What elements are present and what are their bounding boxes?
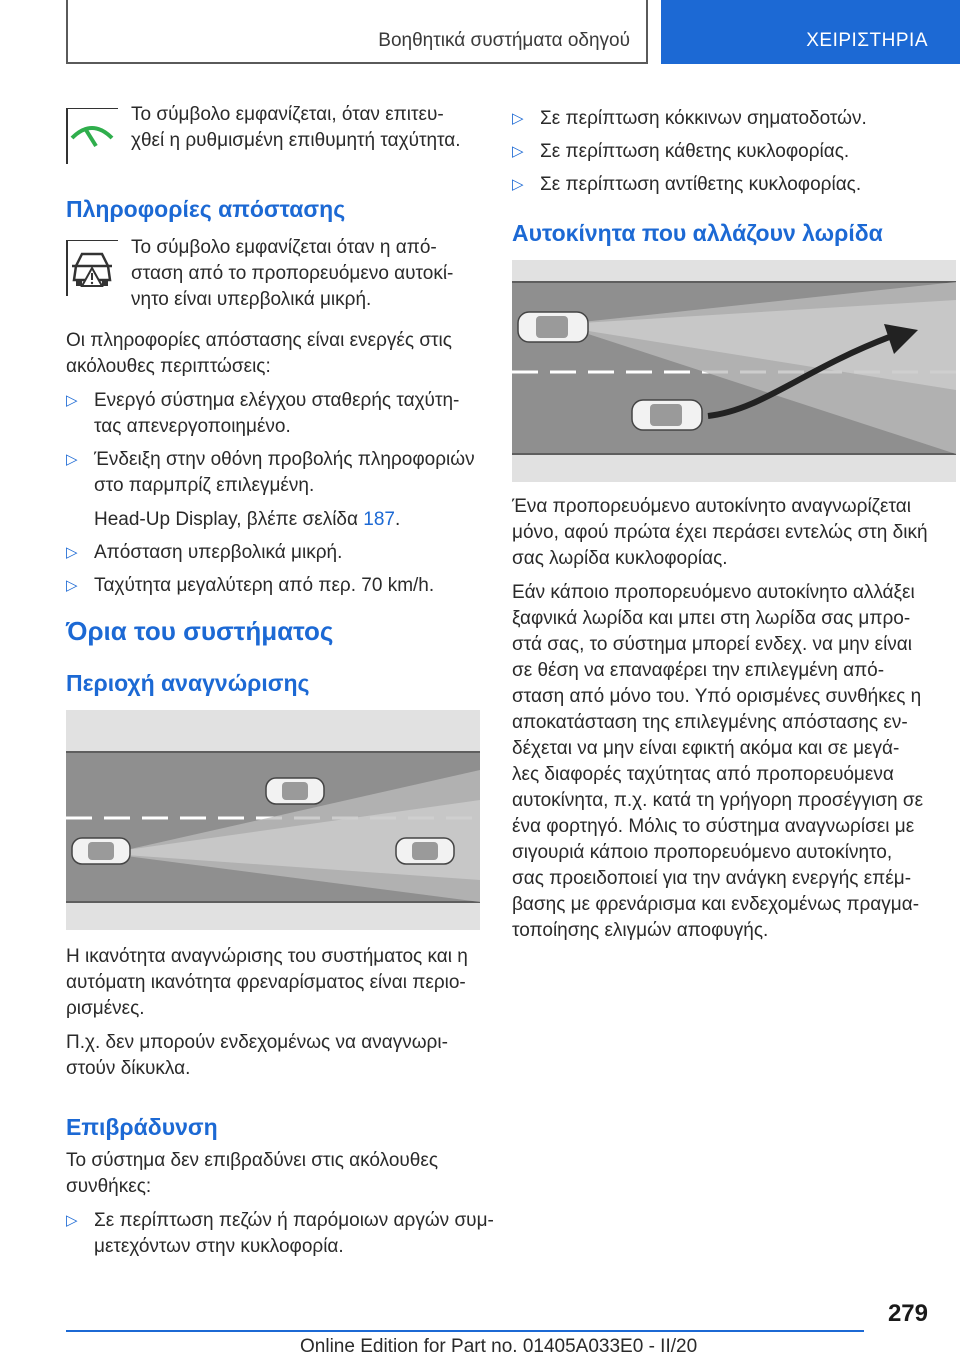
lane-para-1-3: σας λωρίδα κυκλοφορίας. [512,548,728,569]
deceleration-para-1: Το σύστημα δεν επιβραδύνει στις ακόλουθες [66,1150,438,1171]
list-item: ▷ Σε περίπτωση αντίθετης κυκλοφορίας. [512,172,861,198]
speed-reached-icon [66,108,118,164]
triangle-bullet-icon: ▷ [66,544,78,561]
page-number: 279 [887,1300,928,1327]
triangle-bullet-icon: ▷ [66,392,78,409]
page-link[interactable]: 187 [363,509,395,530]
detection-para-2: αυτόματη ικανότητα φρεναρίσματος είναι περιο- [66,972,466,993]
list-item: ▷ Ενεργό σύστημα ελέγχου σταθερής ταχύτη- τας απενεργοποιημένο. [66,390,460,437]
heading-deceleration: Επιβράδυνση [66,1114,218,1140]
lane-para-2-6: αποκατάσταση της επιλεγμένης απόστασης εν- [512,712,908,733]
detection-para-1: Η ικανότητα αναγνώρισης του συστήματος και η [66,946,468,967]
footer-divider [66,1330,864,1332]
heading-system-limits: Όρια του συστήματος [66,616,334,646]
triangle-bullet-icon: ▷ [512,110,524,127]
speed-icon-text-1: Το σύμβολο εμφανίζεται, όταν επιτευ- [131,104,444,125]
lane-para-2-1: Εάν κάποιο προπορευόμενο αυτοκίνητο αλλάξει [512,582,915,603]
footer-edition: Online Edition for Part no. 01405A033E0 - II/20 [300,1336,698,1357]
lane-para-1-2: μόνο, αφού πρώτα έχει περάσει εντελώς στη δική [512,522,928,543]
header-manual-title: ΧΕΙΡΙΣΤΗΡΙΑ [806,30,928,51]
distance-info-para-1: Οι πληροφορίες απόστασης είναι ενεργές στις [66,330,452,351]
lane-para-2-9: αυτοκίνητα, π.χ. κατά τη γρήγορη προσέγγιση σε [512,790,924,811]
lane-change-illustration [512,260,956,482]
heading-detection-range: Περιοχή αναγνώρισης [66,670,310,696]
car-own [518,312,588,342]
triangle-bullet-icon: ▷ [66,577,78,594]
lane-para-2-10: ένα φορτηγό. Μόλις το σύστημα αναγνωρίσει με [512,816,915,837]
distance-icon-text-1: Το σύμβολο εμφανίζεται όταν η από- [131,237,437,258]
car-changing-lane [632,400,702,430]
deceleration-para-2: συνθήκες: [66,1176,152,1197]
header-section-title: Βοηθητικά συστήματα οδηγού [378,30,630,51]
lane-para-2-5: σταση από μόνο του. Υπό ορισμένες συνθήκες η [512,686,922,707]
head-up-display-reference: Head-Up Display, βλέπε σελίδα 187. [94,509,401,530]
lane-para-2-4: σε θέση να επαναφέρει την επιλεγμένη από- [512,660,885,681]
header-section-tab [66,0,648,64]
list-item: ▷ Σε περίπτωση κόκκινων σηματοδοτών. [512,106,867,132]
speed-icon-text-2: χθεί η ρυθμισμένη επιθυμητή ταχύτητα. [131,130,461,151]
distance-icon-text-2: σταση από το προπορευόμενο αυτοκί- [131,263,454,284]
lane-para-2-11: σιγουριά κάποιο προπορευόμενο αυτοκίνητο, [512,842,893,863]
car-ahead-same-lane [396,838,454,864]
lane-para-2-7: δέχεται να μην είναι εφικτή ακόμα και σε μεγά- [512,738,900,759]
header-manual-tab[interactable] [661,0,960,64]
detection-para-3: ρισμένες. [66,998,145,1019]
triangle-bullet-icon: ▷ [66,1212,78,1229]
lane-para-2-3: στά σας, το σύστημα μπορεί ενδεχ. να μην είναι [512,634,912,655]
triangle-bullet-icon: ▷ [66,451,78,468]
list-item: ▷ Ένδειξη στην οθόνη προβολής πληροφοριών στο παρμπρίζ επιλεγμένη. Head-Up Display, βλέπε σελίδα 187. [66,447,475,533]
list-item: ▷ Απόσταση υπερβολικά μικρή. [66,540,342,566]
lane-para-1-1: Ένα προπορευόμενο αυτοκίνητο αναγνωρίζεται [512,496,911,517]
triangle-bullet-icon: ▷ [512,143,524,160]
triangle-bullet-icon: ▷ [512,176,524,193]
heading-lane-change: Αυτοκίνητα που αλλάζουν λωρίδα [512,220,883,246]
list-item: ▷ Ταχύτητα μεγαλύτερη από περ. 70 km/h. [66,573,434,599]
lane-para-2-12: σας προειδοποιεί για την ανάγκη ενεργής επέμ- [512,868,912,889]
distance-info-para-2: ακόλουθες περιπτώσεις: [66,356,271,377]
lane-para-2-8: λες διαφορές ταχύτητας από προπορευόμενα [512,764,894,785]
lane-para-2-13: βασης με φρενάρισμα και ενδεχομένως πραγμα- [512,894,920,915]
lane-para-2-14: τοποίησης ελιγμών αποφυγής. [512,920,769,941]
detection-para-4: Π.χ. δεν μπορούν ενδεχομένως να αναγνωρι- [66,1032,448,1053]
car-own [72,838,130,864]
list-item: ▷ Σε περίπτωση πεζών ή παρόμοιων αργών συμ- μετεχόντων στην κυκλοφορία. [66,1210,494,1257]
detection-range-illustration [66,710,480,930]
car-ahead-left-lane [266,778,324,804]
lane-para-2-2: ξαφνικά λωρίδα και μπει στη λωρίδα σας μπρο- [512,608,911,629]
detection-para-5: στούν δίκυκλα. [66,1058,191,1079]
distance-warning-car-icon [66,240,118,296]
distance-icon-text-3: νητο είναι υπερβολικά μικρή. [131,289,372,310]
heading-distance-info: Πληροφορίες απόστασης [66,196,346,222]
list-item: ▷ Σε περίπτωση κάθετης κυκλοφορίας. [512,139,849,165]
